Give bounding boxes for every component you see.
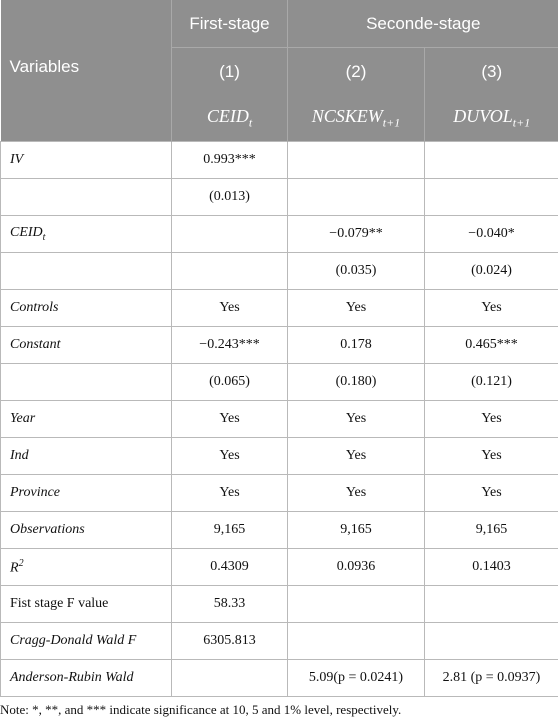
cell-column-2 xyxy=(288,179,425,216)
dependent-variable-3: $DUVOL_{t+1}$ xyxy=(425,96,558,142)
cell-column-3: 9,165 xyxy=(425,512,558,549)
cell-column-2: 0.0936 xyxy=(288,549,425,586)
cell-column-2: Yes xyxy=(288,475,425,512)
row-label: Constant xyxy=(1,327,172,364)
table-row xyxy=(1,142,558,179)
cell-column-3: −0.040* xyxy=(425,216,558,253)
table-row xyxy=(1,327,558,364)
cell-column-3: (0.121) xyxy=(425,364,558,401)
cell-column-2: Yes xyxy=(288,290,425,327)
cell-column-1: (0.013) xyxy=(172,179,288,216)
table-row xyxy=(1,438,558,475)
row-label: Observations xyxy=(1,512,172,549)
cell-column-1 xyxy=(172,660,288,697)
cell-column-3: Yes xyxy=(425,438,558,475)
cell-column-1: (0.065) xyxy=(172,364,288,401)
cell-column-2 xyxy=(288,586,425,623)
table-row xyxy=(1,660,558,697)
table-header xyxy=(1,0,558,142)
cell-column-1: 0.993*** xyxy=(172,142,288,179)
row-label: Ind xyxy=(1,438,172,475)
table-row xyxy=(1,216,558,253)
table-row xyxy=(1,475,558,512)
dependent-variable-1: $CEID_t$ xyxy=(172,96,288,142)
row-label: IV xyxy=(1,142,172,179)
row-label: $CEID_t$ xyxy=(1,216,172,253)
column-3-number: (3) xyxy=(425,48,558,97)
cell-column-1: 58.33 xyxy=(172,586,288,623)
cell-column-3: Yes xyxy=(425,290,558,327)
cell-column-3 xyxy=(425,179,558,216)
cell-column-1: −0.243*** xyxy=(172,327,288,364)
row-label: Fist stage F value xyxy=(1,586,172,623)
row-label: $R^2$ xyxy=(1,549,172,586)
row-label: Anderson-Rubin Wald xyxy=(1,660,172,697)
row-label xyxy=(1,364,172,401)
cell-column-2: Yes xyxy=(288,438,425,475)
table-row xyxy=(1,364,558,401)
row-label: Province xyxy=(1,475,172,512)
cell-column-2: Yes xyxy=(288,401,425,438)
cell-column-2 xyxy=(288,142,425,179)
table-row xyxy=(1,512,558,549)
cell-column-2: 5.09(p = 0.0241) xyxy=(288,660,425,697)
row-label: Year xyxy=(1,401,172,438)
first-stage-header: First-stage xyxy=(172,0,288,48)
cell-column-2: 9,165 xyxy=(288,512,425,549)
cell-column-1: 6305.813 xyxy=(172,623,288,660)
cell-column-3 xyxy=(425,142,558,179)
second-stage-header: Seconde-stage xyxy=(288,0,558,48)
table-row xyxy=(1,179,558,216)
cell-column-2: 0.178 xyxy=(288,327,425,364)
row-label: Cragg-Donald Wald F xyxy=(1,623,172,660)
cell-column-1: Yes xyxy=(172,438,288,475)
variables-header-label: Variables xyxy=(9,56,80,76)
column-2-number: (2) xyxy=(288,48,425,97)
table-row xyxy=(1,290,558,327)
table-row xyxy=(1,401,558,438)
cell-column-3 xyxy=(425,586,558,623)
cell-column-3: 0.1403 xyxy=(425,549,558,586)
cell-column-1: Yes xyxy=(172,401,288,438)
cell-column-3: Yes xyxy=(425,475,558,512)
table-row xyxy=(1,549,558,586)
cell-column-3 xyxy=(425,623,558,660)
cell-column-2: (0.035) xyxy=(288,253,425,290)
cell-column-1: 0.4309 xyxy=(172,549,288,586)
table-row xyxy=(1,253,558,290)
table-row xyxy=(1,623,558,660)
column-1-number: (1) xyxy=(172,48,288,97)
table-row xyxy=(1,586,558,623)
row-label xyxy=(1,179,172,216)
variables-header xyxy=(1,0,172,142)
cell-column-2: −0.079** xyxy=(288,216,425,253)
cell-column-1: Yes xyxy=(172,475,288,512)
cell-column-3: 0.465*** xyxy=(425,327,558,364)
cell-column-1 xyxy=(172,216,288,253)
table-body xyxy=(1,142,558,697)
cell-column-3: 2.81 (p = 0.0937) xyxy=(425,660,558,697)
row-label xyxy=(1,253,172,290)
table-note: Note: *, **, and *** indicate significance at 10, 5 and 1% level, respectively. xyxy=(0,702,402,717)
dependent-variable-2: $NCSKEW_{t+1}$ xyxy=(288,96,425,142)
row-label: Controls xyxy=(1,290,172,327)
cell-column-1: 9,165 xyxy=(172,512,288,549)
cell-column-1 xyxy=(172,253,288,290)
cell-column-2 xyxy=(288,623,425,660)
cell-column-3: (0.024) xyxy=(425,253,558,290)
cell-column-1: Yes xyxy=(172,290,288,327)
cell-column-2: (0.180) xyxy=(288,364,425,401)
cell-column-3: Yes xyxy=(425,401,558,438)
